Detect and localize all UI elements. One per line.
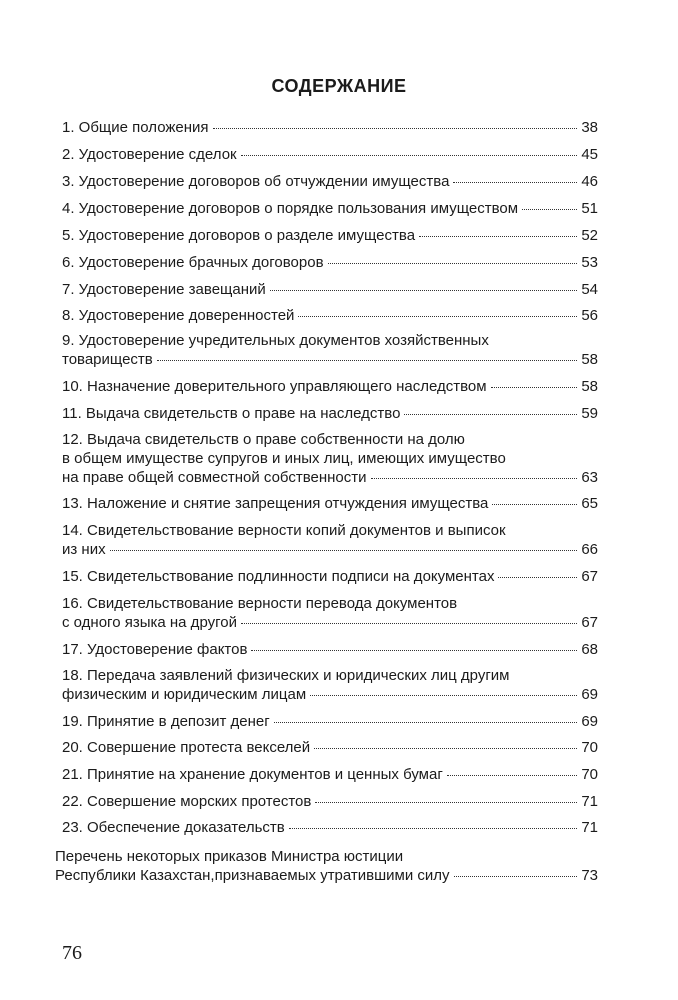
toc-entry (62, 738, 598, 757)
toc-entry-text: с одного языка на другой (62, 614, 237, 631)
toc-entry-text: 19. Принятие в депозит денег (62, 713, 270, 730)
toc-entry-text: из них (62, 541, 106, 558)
toc-page-number: 46 (581, 173, 598, 190)
toc-entry (62, 594, 598, 632)
toc-entry-text: 23. Обеспечение доказательств (62, 819, 285, 836)
dot-leader (315, 801, 577, 803)
toc-page-number: 59 (581, 405, 598, 422)
dot-leader (213, 127, 577, 129)
toc-entry (62, 377, 598, 396)
toc-page-number: 71 (581, 793, 598, 810)
toc-entry (62, 666, 598, 704)
toc-page-number: 53 (581, 254, 598, 271)
dot-leader (310, 694, 577, 696)
toc-page-number: 73 (581, 867, 598, 884)
dot-leader (241, 622, 577, 624)
dot-leader (447, 774, 577, 776)
toc-entry (62, 792, 598, 811)
dot-leader (270, 289, 577, 291)
toc-page-number: 66 (581, 541, 598, 558)
dot-leader (289, 827, 577, 829)
toc-page-number: 58 (581, 351, 598, 368)
toc-page-number: 68 (581, 641, 598, 658)
toc-entry-text: 21. Принятие на хранение документов и ценных бумаг (62, 766, 443, 783)
toc-entry (62, 253, 598, 272)
toc-page-number: 54 (581, 281, 598, 298)
toc-page-number: 65 (581, 495, 598, 512)
toc-entry-text: 8. Удостоверение доверенностей (62, 307, 295, 324)
toc-page-number: 52 (581, 227, 598, 244)
dot-leader (419, 235, 577, 237)
dot-leader (498, 576, 577, 578)
dot-leader (522, 208, 577, 210)
toc-entry-text: 11. Выдача свидетельств о праве на наследство (62, 405, 401, 422)
toc-entry (62, 640, 598, 659)
toc-entry-text: товариществ (62, 351, 153, 368)
toc-entry-text: 4. Удостоверение договоров о порядке пользования имуществом (62, 200, 519, 217)
toc-entry-text: 15. Свидетельствование подлинности подписи на документах (62, 568, 495, 585)
toc-entry-text: Республики Казахстан,признаваемых утратившими силу (55, 867, 450, 884)
page-title: СОДЕРЖАНИЕ (271, 76, 407, 96)
dot-leader (492, 503, 577, 505)
dot-leader (453, 181, 577, 183)
toc-entry-text: на праве общей совместной собственности (62, 469, 367, 486)
toc-page-number: 51 (581, 200, 598, 217)
toc-entry-text: 12. Выдача свидетельств о праве собственности на долю (62, 431, 465, 448)
dot-leader (157, 359, 577, 361)
toc-entry-text: в общем имуществе супругов и иных лиц, имеющих имущество (62, 450, 506, 467)
dot-leader (491, 386, 577, 388)
toc-entry (62, 118, 598, 137)
dot-leader (110, 549, 577, 551)
toc-entry (62, 280, 598, 299)
toc-page-number: 69 (581, 686, 598, 703)
dot-leader (251, 649, 577, 651)
toc-page-number: 69 (581, 713, 598, 730)
toc-page-number: 70 (581, 739, 598, 756)
toc-entry (62, 494, 598, 513)
page-number: 76 (62, 942, 82, 964)
toc-entry (62, 521, 598, 559)
toc-entry-text: 5. Удостоверение договоров о разделе имущества (62, 227, 416, 244)
toc-entry-text: физическим и юридическим лицам (62, 686, 307, 703)
toc-entry (62, 226, 598, 245)
toc-entry (62, 404, 598, 423)
toc-entry-text: 3. Удостоверение договоров об отчуждении имущества (62, 173, 450, 190)
toc-entry-text: 22. Совершение морских протестов (62, 793, 312, 810)
toc-page-number: 70 (581, 766, 598, 783)
toc-entry-text: 9. Удостоверение учредительных документов хозяйственных (62, 332, 489, 349)
toc-entry-text: 17. Удостоверение фактов (62, 641, 248, 658)
toc-entry-text: 18. Передача заявлений физических и юридических лиц другим (62, 667, 510, 684)
dot-leader (298, 315, 577, 317)
toc-entry (62, 430, 598, 487)
toc-entry-text: 2. Удостоверение сделок (62, 146, 237, 163)
dot-leader (241, 154, 577, 156)
toc-page-number: 45 (581, 146, 598, 163)
toc-page-number: 56 (581, 307, 598, 324)
toc-entry (62, 765, 598, 784)
toc-entry-text: 1. Общие положения (62, 119, 209, 136)
toc-entry (62, 712, 598, 731)
toc-entry (62, 172, 598, 191)
toc-entry-text: 20. Совершение протеста векселей (62, 739, 311, 756)
toc-page-number: 67 (581, 568, 598, 585)
toc-entry-text: 16. Свидетельствование верности перевода документов (62, 595, 458, 612)
dot-leader (274, 721, 577, 723)
toc-page-number: 58 (581, 378, 598, 395)
toc-entry-text: 14. Свидетельствование верности копий документов и выписок (62, 522, 506, 539)
toc-entry (62, 331, 598, 369)
dot-leader (404, 413, 577, 415)
toc-entry (62, 306, 598, 325)
toc-entry (62, 145, 598, 164)
dot-leader (314, 747, 577, 749)
toc-entry-text: Перечень некоторых приказов Министра юстиции (55, 848, 404, 865)
dot-leader (454, 875, 577, 877)
toc-entry-text: 7. Удостоверение завещаний (62, 281, 266, 298)
toc-page-number: 38 (581, 119, 598, 136)
toc-entry (62, 818, 598, 837)
dot-leader (371, 477, 577, 479)
toc-entry (62, 199, 598, 218)
toc-entry-text: 13. Наложение и снятие запрещения отчуждения имущества (62, 495, 489, 512)
toc-page-number: 63 (581, 469, 598, 486)
toc-page-number: 71 (581, 819, 598, 836)
toc-entry-text: 6. Удостоверение брачных договоров (62, 254, 324, 271)
dot-leader (328, 262, 577, 264)
toc-entry-text: 10. Назначение доверительного управляющего наследством (62, 378, 487, 395)
toc-page-number: 67 (581, 614, 598, 631)
toc-entry (55, 847, 598, 885)
toc-entry (62, 567, 598, 586)
